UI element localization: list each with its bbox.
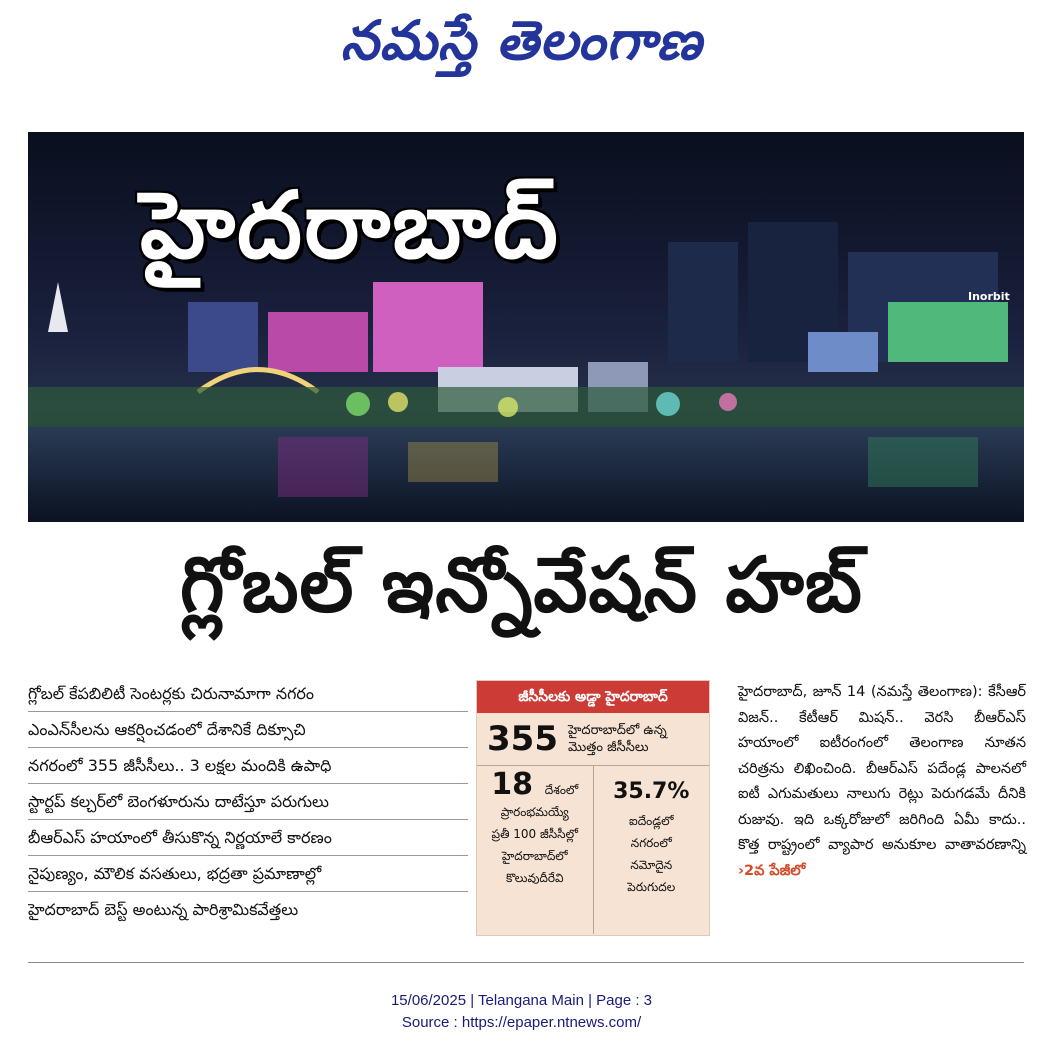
continued-link[interactable]: ›2వ పేజీలో xyxy=(738,862,806,879)
stat-value: 35.7% xyxy=(613,779,690,804)
summary-point: నైపుణ్యం, మౌలిక వసతులు, భద్రతా ప్రమాణాల్లో xyxy=(28,856,468,892)
main-headline: గ్లోబల్ ఇన్నోవేషన్ హబ్ xyxy=(180,540,863,629)
hero-title: హైదరాబాద్ xyxy=(140,172,560,279)
stat-growth xyxy=(593,766,710,934)
stat-total-gcc xyxy=(477,713,709,766)
masthead-logo: నమస్తే తెలంగాణ xyxy=(340,8,703,72)
edition-info: 15/06/2025 | Telangana Main | Page : 3 xyxy=(390,992,653,1009)
page-footer xyxy=(0,990,1043,1034)
source-link[interactable]: Source : https://epaper.ntnews.com/ xyxy=(401,1014,642,1031)
stat-label: నమోదైన xyxy=(630,858,673,872)
stat-label: మొత్తం జీసీసీలు xyxy=(567,740,649,755)
stat-label: కొలువుదీరేవి xyxy=(505,871,564,885)
stat-value: 355 xyxy=(487,719,558,759)
summary-point: ఎంఎన్‌సీలను ఆకర్షించడంలో దేశానికే దిక్సూచి xyxy=(28,712,468,748)
summary-point: బీఆర్‌ఎస్ హయాంలో తీసుకొన్న నిర్ణయాలే కారణం xyxy=(28,820,468,856)
summary-points xyxy=(28,676,468,927)
summary-point: నగరంలో 355 జీసీసీలు.. 3 లక్షల మందికి ఉపాధి xyxy=(28,748,468,784)
divider xyxy=(28,962,1024,963)
stats-box-title: జీసీసీలకు అడ్డా హైదరాబాద్ xyxy=(477,681,709,713)
stats-box xyxy=(476,680,710,936)
article-body xyxy=(738,680,1026,884)
stat-label: ప్రారంభమయ్యే xyxy=(500,805,569,819)
stat-label: నగరంలో xyxy=(630,836,672,850)
article-text: హైదరాబాద్, జూన్ 14 (నమస్తే తెలంగాణ): కేసీఆర్ విజన్.. కేటీఆర్ మిషన్.. వెరసి బీఆర్‌ఎస్ హయాంలో ఐటీరంగంలో తెలంగాణ నూతన చరిత్రను లిఖించింది. బీఆర్‌ఎస్ పదేండ్ల పాలనలో ఐటీ ఎగుమతులు నాలుగు రెట్లు పెరుగడమే దీనికి రుజువు. ఇది ఒక్కరోజులో జరిగింది ఏమీ కాదు.. కొత్త రాష్ట్రంలో వ్యాపార అనుకూల వాతావరణాన్ని xyxy=(738,684,1026,853)
summary-point: స్టార్టప్ కల్చర్‌లో బెంగళూరును దాటేస్తూ పరుగులు xyxy=(28,784,468,820)
hero-photo xyxy=(28,132,1024,522)
stat-share-gcc xyxy=(477,766,593,934)
stat-label: ప్రతీ 100 జీసీసీల్లో xyxy=(491,827,578,841)
stat-label: హైదరాబాద్‌లో xyxy=(501,849,568,863)
summary-point: హైదరాబాద్ బెస్ట్ అంటున్న పారిశ్రామికవేత్తలు xyxy=(28,900,299,919)
summary-point: గ్లోబల్ కేపబిలిటీ సెంటర్లకు చిరునామాగా నగరం xyxy=(28,676,468,712)
stat-value: 18 xyxy=(491,767,533,802)
stat-label: పెరుగుదల xyxy=(627,880,676,894)
stat-label: ఐదేండ్లలో xyxy=(628,814,674,828)
stat-label: హైదరాబాద్‌లో ఉన్న xyxy=(567,723,667,738)
inorbit-sign: Inorbit xyxy=(968,290,1010,303)
stat-label: దేశంలో xyxy=(544,783,579,797)
